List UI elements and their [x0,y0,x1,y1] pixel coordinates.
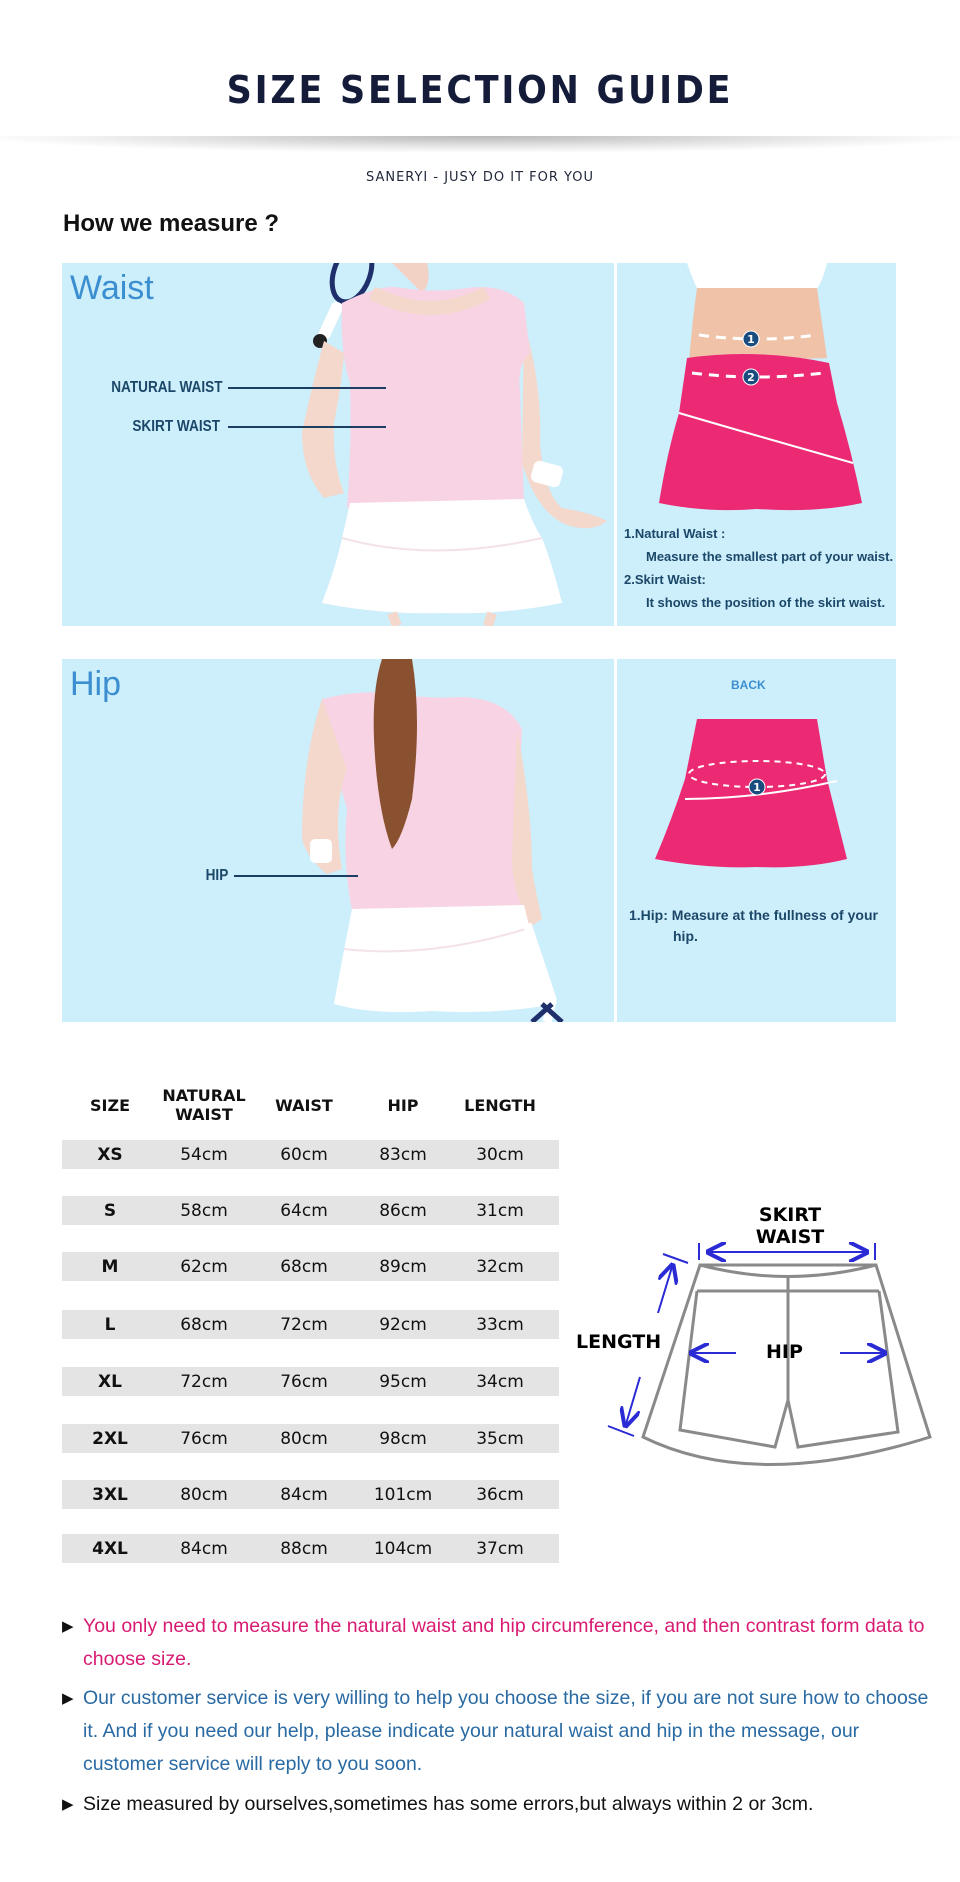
table-row [62,1480,559,1509]
header-size: SIZE [89,1095,130,1115]
cell-natural-waist: 68cm [180,1314,228,1335]
cell-natural-waist: 58cm [180,1200,228,1221]
skirt-measurement-diagram [570,1190,950,1490]
hip-marker-1: 1 [753,781,761,794]
diagram-skirt-waist-label [740,1204,840,1248]
table-row [62,1196,559,1225]
cell-size: S [103,1200,117,1221]
table-row [62,1424,559,1453]
header-natural-waist [158,1086,250,1124]
waist-panel-title: Waist [70,269,154,307]
cell-hip: 83cm [379,1144,427,1165]
skirt-waist-label: SKIRT WAIST [132,418,220,435]
cell-natural-waist: 80cm [180,1484,228,1505]
size-chart-table [62,1085,559,1559]
cell-length: 34cm [476,1371,524,1392]
cell-hip: 104cm [373,1538,433,1559]
natural-waist-label: NATURAL WAIST [111,379,223,396]
skirt-waist-note-heading: 2.Skirt Waist: [624,572,706,587]
note-item [62,1682,933,1781]
cell-hip: 101cm [373,1484,433,1505]
natural-waist-line [228,387,386,389]
skirt-front-closeup-illustration [617,263,896,513]
cell-length: 37cm [476,1538,524,1559]
header-hip: HIP [387,1095,419,1115]
skirt-waist-line1: SKIRT [758,1204,822,1226]
cell-waist: 64cm [280,1200,328,1221]
brand-tagline: SANERYI - JUSY DO IT FOR YOU [365,170,595,185]
cell-waist: 68cm [280,1256,328,1277]
cell-natural-waist: 72cm [180,1371,228,1392]
marker-1: 1 [747,333,755,346]
cell-natural-waist: 54cm [180,1144,228,1165]
table-row [62,1367,559,1396]
cell-length: 33cm [476,1314,524,1335]
cell-size: M [101,1256,119,1277]
cell-length: 36cm [476,1484,524,1505]
cell-waist: 76cm [280,1371,328,1392]
skirt-waist-line2: WAIST [755,1226,825,1248]
diagram-hip-label: HIP [766,1341,803,1363]
cell-length: 31cm [476,1200,524,1221]
header-length: LENGTH [464,1095,536,1115]
note-text: You only need to measure the natural waist and hip circumference, and then contrast form data to choose size. [83,1615,925,1670]
table-header-row [62,1085,559,1125]
diagram-length-label: LENGTH [576,1331,662,1353]
page-title: SIZE SELECTION GUIDE [226,68,734,112]
cell-size: XS [97,1144,123,1165]
table-row [62,1140,559,1169]
hip-line [234,875,358,877]
cell-natural-waist: 84cm [180,1538,228,1559]
triangle-bullet-icon: ▶ [62,1690,74,1707]
cell-length: 32cm [476,1256,524,1277]
natural-waist-note-text: Measure the smallest part of your waist. [646,549,894,564]
header-banner [0,0,960,140]
cell-size: XL [98,1371,122,1392]
skirt-waist-note-text: It shows the position of the skirt waist. [646,595,886,610]
cell-waist: 60cm [280,1144,328,1165]
cell-size: 2XL [92,1428,128,1449]
cell-waist: 80cm [280,1428,328,1449]
natural-waist-callout [92,379,392,397]
waist-measure-panel [62,263,896,626]
cell-length: 35cm [476,1428,524,1449]
triangle-bullet-icon: ▶ [62,1796,74,1813]
cell-size: 4XL [92,1538,128,1559]
header-shadow-divider [0,136,960,152]
hip-note-text: Measure at the fullness of your [671,907,878,923]
hip-callout [202,867,402,885]
skirt-back-closeup-illustration [617,699,896,879]
table-row [62,1534,559,1563]
cell-hip: 98cm [379,1428,427,1449]
cell-size: 3XL [92,1484,128,1505]
cell-waist: 88cm [280,1538,328,1559]
natural-waist-note-heading: 1.Natural Waist : [624,526,726,541]
header-natural-waist-line2: WAIST [175,1105,233,1124]
hip-measure-panel [62,659,896,1022]
hip-note-heading: 1.Hip: [629,907,668,923]
header-waist: WAIST [275,1095,333,1115]
cell-hip: 86cm [379,1200,427,1221]
back-view-label: BACK [731,678,766,692]
skirt-waist-callout [92,418,392,436]
skirt-waist-line [228,426,386,428]
triangle-bullet-icon: ▶ [62,1618,74,1635]
note-text: Our customer service is very willing to help you choose the size, if you are not sure how to choose it. And if you need our help, please indicate your natural waist and hip in the message, our customer service will reply to you soon. [83,1687,929,1775]
marker-2: 2 [747,371,755,384]
cell-natural-waist: 76cm [180,1428,228,1449]
hip-label: HIP [205,867,229,884]
cell-hip: 95cm [379,1371,427,1392]
cell-waist: 84cm [280,1484,328,1505]
model-back-illustration [262,659,622,1022]
note-text: Size measured by ourselves,sometimes has some errors,but always within 2 or 3cm. [83,1793,814,1815]
hip-panel-title: Hip [70,665,122,703]
table-row [62,1252,559,1281]
hip-note-text-cont: hip. [673,928,698,944]
header-natural-waist-line1: NATURAL [162,1086,246,1105]
waist-notes [624,522,894,614]
cell-hip: 92cm [379,1314,427,1335]
how-we-measure-heading: How we measure ? [63,210,280,237]
note-item [62,1610,933,1676]
note-item [62,1788,933,1821]
cell-waist: 72cm [280,1314,328,1335]
model-front-illustration [262,263,622,626]
cell-natural-waist: 62cm [180,1256,228,1277]
cell-size: L [104,1314,116,1335]
cell-hip: 89cm [379,1256,427,1277]
hip-note [629,905,891,947]
table-row [62,1310,559,1339]
cell-length: 30cm [476,1144,524,1165]
